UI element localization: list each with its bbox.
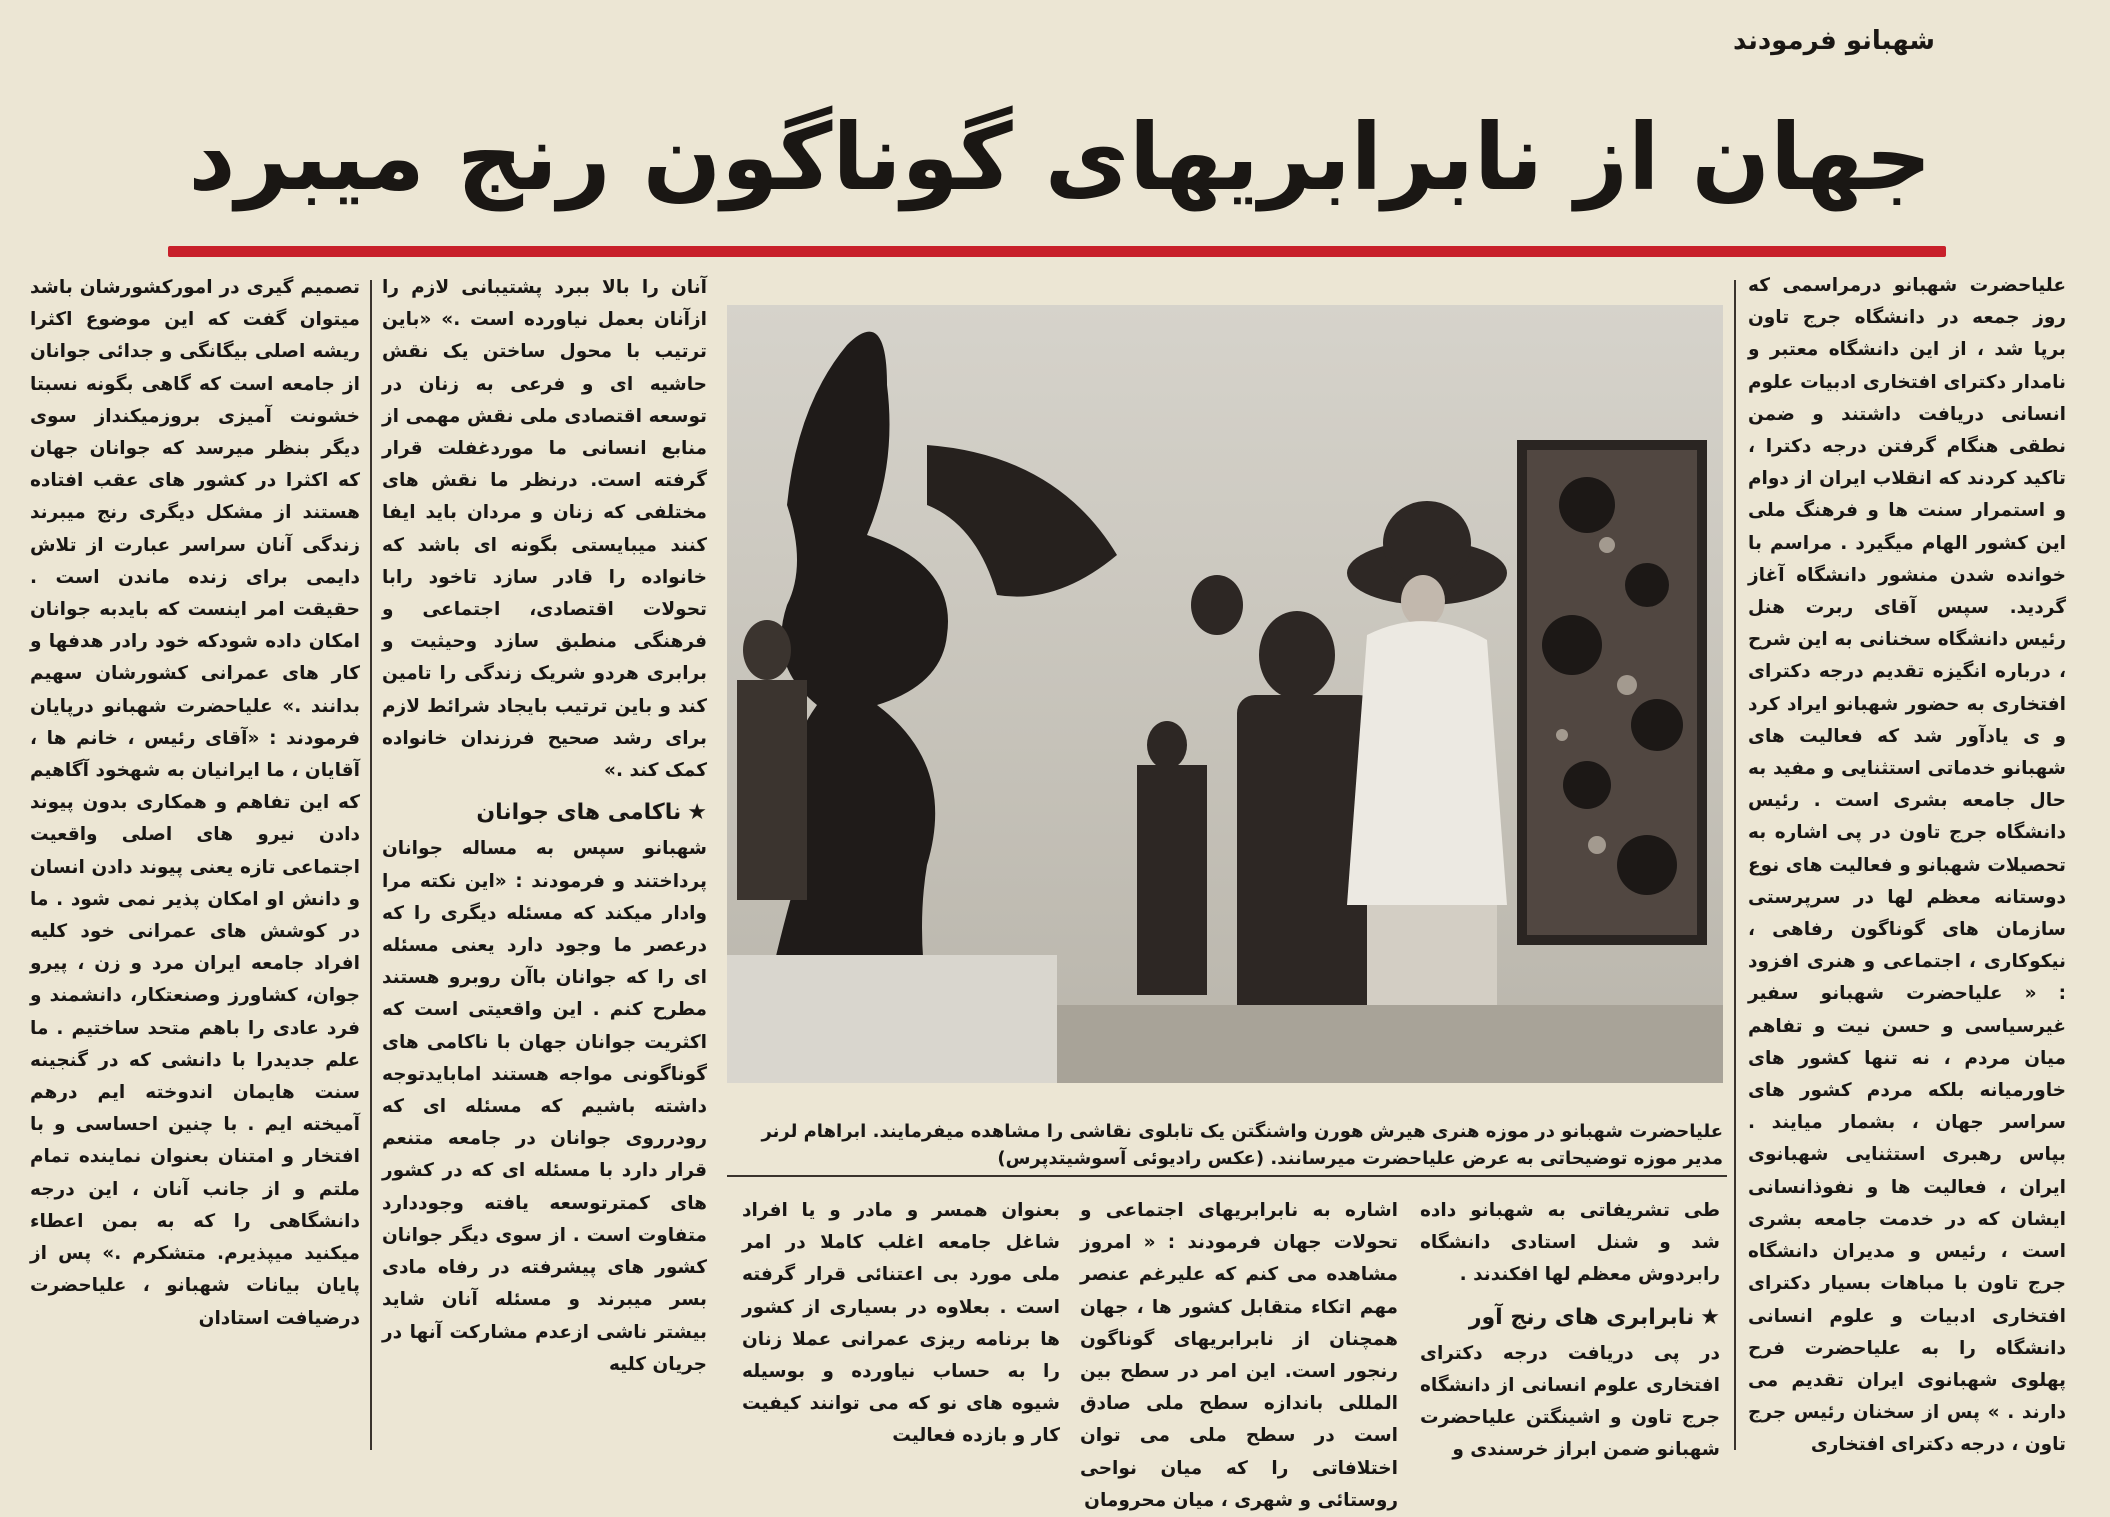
bottom-column-1-text-2: در پی دریافت درجه دکترای افتخاری علوم انسانی از دانشگاه جرج تاون و اشینگتن علیاحضرت شهبانو ضمن ابراز خرسندی و — [1420, 1342, 1720, 1461]
subhead-inequalities — [1420, 1302, 1720, 1334]
article-column-1 — [1748, 270, 2066, 1475]
subhead-text: نابرابری های رنج آور — [1468, 1304, 1695, 1330]
bottom-column-1-text: طی تشریفاتی به شهبانو داده شد و شنل استادی دانشگاه رابردوش معظم لها افکندند . — [1420, 1200, 1720, 1286]
photo-credit: (عکس رادیوئی آسوشیتدپرس) — [997, 1148, 1265, 1169]
photo-caption — [745, 1118, 1723, 1172]
photo-illustration — [727, 305, 1723, 1083]
caption-text: علیاحضرت شهبانو در موزه هنری هیرش هورن واشنگتن یک تابلوی نقاشی را مشاهده میفرمایند. ابراهام لرنر مدیر موزه توضیحاتی به عرض علیاحضرت میرسانند. — [761, 1121, 1723, 1169]
column-3-text-top: آنان را بالا ببرد پشتیبانی لازم را ازآنان بعمل نیاورده است .» «باین ترتیب با محول ساختن یک نقش حاشیه ای و فرعی به زنان در توسعه اقتصادی ملی نقش مهمی از منابع انسانی ما موردغفلت قرار گرفته است. درنظر ما نقش های مختلفی که زنان و مردان باید ایفا کنند میبایستی بگونه ای باشد که خانواده را قادر سازد تاخود رابا تحولات اقتصادی، اجتماعی و فرهنگی منطبق سازد وحیثیت و برابری هردو شریک زندگی را تامین کند و باین ترتیب بایجاد شرائط لازم برای رشد صحیح فرزندان خانواده کمک کند .» — [382, 277, 707, 782]
star-icon: ★ — [687, 800, 707, 826]
star-icon: ★ — [1700, 1304, 1720, 1330]
kicker: شهبانو فرمودند — [1733, 26, 1935, 56]
bottom-column-2-text: اشاره به نابرابریهای اجتماعی و تحولات جهان فرمودند : « امروز مشاهده می کنم که علیرغم عنصر مهم اتکاء متقابل کشور ها ، جهان همچنان از نابرابریهای گوناگون رنجور است. این امر در سطح بین المللی باندازه سطح ملی صادق است در سطح ملی می توان اختلافاتی را که میان نواحی روستائی و شهری ، میان محرومان — [1080, 1200, 1398, 1511]
article-column-4 — [30, 272, 360, 1477]
bottom-column-2 — [1080, 1195, 1398, 1511]
column-divider — [370, 280, 372, 1450]
column-3-text-bottom: شهبانو سپس به مساله جوانان پرداختند و فرمودند : «این نکته مرا وادار میکند که مسئله دیگری را که درعصر ما وجود دارد یعنی مسئله ای را که جوانان باآن روبرو هستند مطرح کنم . این واقعیتی است که اکثریت جوانان جهان با ناکامی های گوناگونی مواجه هستند امابایدتوجه داشته باشیم که مسئله ای که رودرروی جوانان در جامعه متنعم قرار دارد با مسئله ای که در کشور های کمترتوسعه یافته وجوددارد متفاوت است . از سوی دیگر جوانان کشور های پیشرفته در رفاه مادی بسر میبرند و مسئله آنان شاید بیشتر ناشی ازعدم مشارکت آنها در جریان کلیه — [382, 838, 707, 1375]
red-rule — [168, 246, 1946, 257]
news-photo — [727, 305, 1723, 1083]
headline: جهان از نابرابریهای گوناگون رنج میبرد — [188, 104, 1932, 211]
subhead-text: ناکامی های جوانان — [476, 800, 682, 826]
subhead-youth — [382, 797, 707, 829]
column-divider — [1734, 280, 1736, 1450]
article-column-3 — [382, 272, 707, 1477]
bottom-column-1 — [1420, 1195, 1720, 1479]
bottom-column-3 — [742, 1195, 1060, 1479]
column-4-text: تصمیم گیری در امورکشورشان باشد میتوان گفت که این موضوع اکثرا ریشه اصلی بیگانگی و جدائی جوانان از جامعه است که گاهی بگونه نسبتا خشونت آمیزی بروزمیکنداز سوی دیگر بنظر میرسد که جوانان جهان که اکثرا در کشور های عقب افتاده هستند از مشکل دیگری رنج میبرند زندگی آنان سراسر عبارت از تلاش دایمی برای زنده ماندن است . حقیقت امر اینست که بایدبه جوانان امکان داده شودکه خود رادر هدفها و کار های عمرانی کشورشان سهیم بدانند .» علیاحضرت شهبانو درپایان فرمودند : «آقای رئیس ، خانم ها ، آقایان ، ما ایرانیان به شهخود آگاهیم که این تفاهم و همکاری بدون پیوند دادن نیرو های اصلی واقعیت اجتماعی تازه یعنی پیوند دادن انسان و دانش او امکان پذیر نمی شود . ما در کوشش های عمرانی خود کلیه افراد جامعه ایران مرد و زن ، پیرو جوان، کشاورز وصنعتکار، دانشمند و فرد عادی را باهم متحد ساختیم . ما علم جدیدرا با دانشی که در گنجینه سنت هایمان اندوخته ایم درهم آمیخته ایم . با چنین احساسی و با افتخار و امتنان بعنوان نماینده تمام ملتم و از جانب آنان ، این درجه دانشگاهی را که به بمن اعطاء میکنید میپذیرم. متشکرم .» پس از پایان بیانات شهبانو ، علیاحضرت درضیافت استادان — [30, 277, 360, 1329]
caption-rule — [727, 1175, 1727, 1177]
bottom-column-3-text: بعنوان همسر و مادر و یا افراد شاغل جامعه اغلب کاملا در امر ملی مورد بی اعتنائی قرار گرفته است . بعلاوه در بسیاری از کشور ها برنامه ریزی عمرانی عملا زنان را به حساب نیاورده و بوسیله شیوه های نو که می توانند کیفیت کار و بازده فعالیت — [742, 1200, 1060, 1447]
column-1-text: علیاحضرت شهبانو درمراسمی که روز جمعه در دانشگاه جرج تاون برپا شد ، از این دانشگاه معتبر و نامدار دکترای افتخاری ادبیات علوم انسانی دریافت داشتند و ضمن نطقی هنگام گرفتن درجه دکترا ، تاکید کردند که انقلاب ایران از دوام و استمرار سنت ها و فرهنگ ملی این کشور الهام میگیرد . مراسم با خوانده شدن منشور دانشگاه آغاز گردید. سپس آقای ربرت هنل رئیس دانشگاه سخنانی به این شرح ، درباره انگیزه تقدیم درجه دکترای افتخاری به حضور شهبانو ایراد کرد و ی یادآور شد که فعالیت های شهبانو خدماتی استثنایی و مفید به حال جامعه بشری است . رئیس دانشگاه جرج تاون در پی اشاره به تحصیلات شهبانو و فعالیت های نوع دوستانه معظم لها در سرپرستی سازمان های گوناگون رفاهی ، نیکوکاری ، اجتماعی و هنری افزود : « علیاحضرت شهبانو سفیر غیرسیاسی و حسن نیت و تفاهم میان مردم ، نه تنها کشور های خاورمیانه بلکه مردم کشور های سراسر جهان ، بشمار میایند . بپاس رهبری استثنایی شهبانوی ایران ، فعالیت ها و نفوذانسانی ایشان که در خدمت جامعه بشری است ، رئیس و مدیران دانشگاه جرج تاون با مباهات بسیار دکترای افتخاری ادبیات و علوم انسانی دانشگاه را به علیاحضرت فرح پهلوی شهبانوی ایران تقدیم می دارند . » پس از سخنان رئیس جرج تاون ، درجه دکترای افتخاری — [1748, 275, 2066, 1456]
